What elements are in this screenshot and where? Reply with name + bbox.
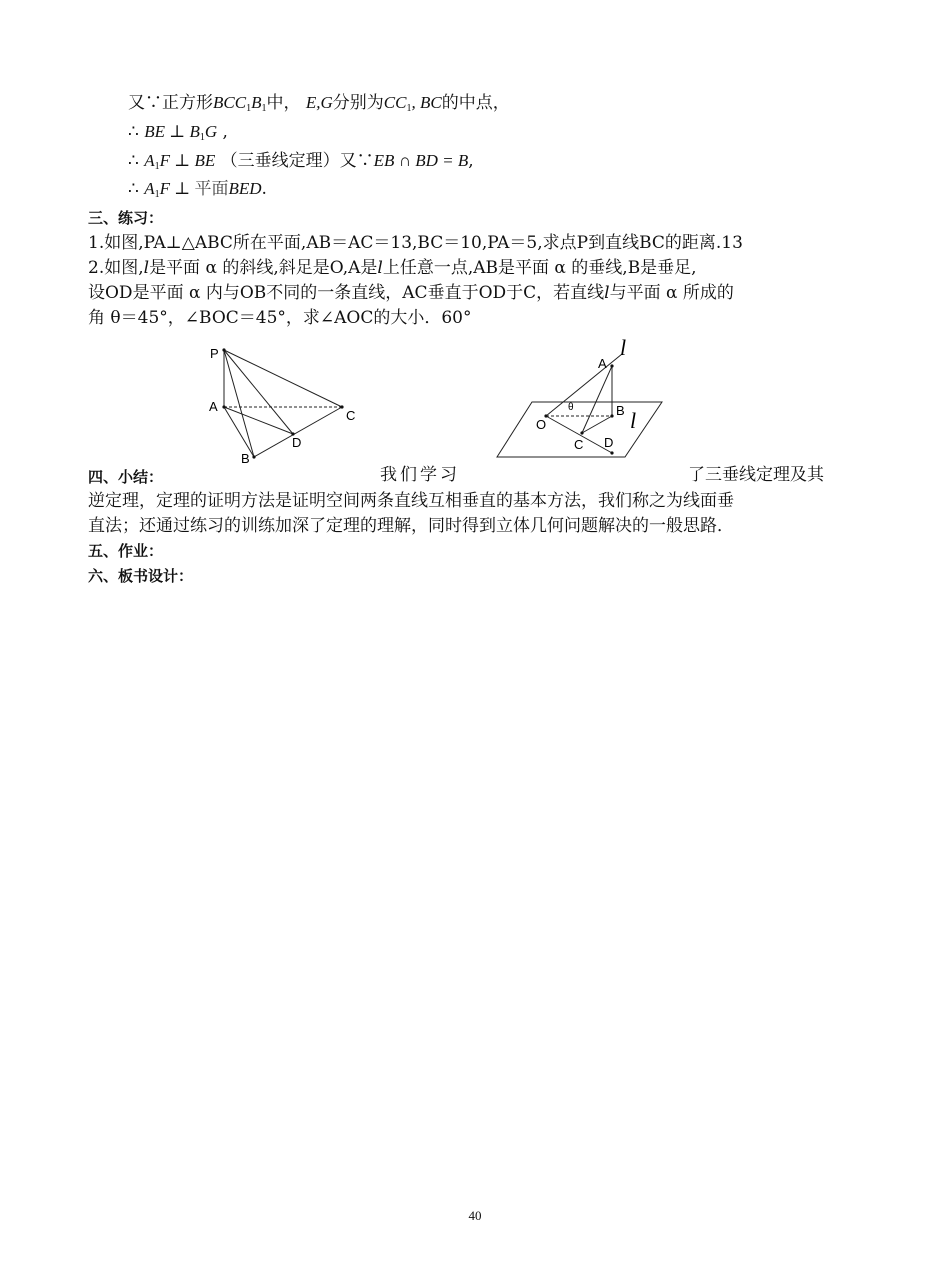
proof-line-1: 又∵正方形$BCC_1B_1$中， E,G分别为$CC_1$, BC的中点， [128,93,510,114]
figure-1-pyramid [200,340,370,465]
edge-ab [224,407,254,457]
label-d: D [292,435,302,450]
page-number: 40 [468,1208,482,1223]
edge-pd [224,350,293,434]
proof-line-4: ∴ $A_1F$ ⊥ 平面BED. [128,179,267,200]
homework-heading: 五、作业： [88,542,164,560]
math-a1f-perp-be: $A_1F$ ⊥ BE [144,151,216,172]
summary-body [88,489,868,539]
label-d: D [604,435,614,450]
math-eb-cap-bd: EB ∩ BD = B [373,151,469,170]
practice-problems [88,231,868,331]
edge-pb [224,350,254,457]
practice-problem-2-line-1: 2.如图,l是平面 α 的斜线,斜足是O,A是l上任意一点,AB是平面 α 的垂线,B是垂足, [88,258,697,278]
summary-heading: 四、小结： [88,468,164,486]
practice-problem-1: 1.如图,PA⊥△ABC所在平面,AB＝AC＝13,BC＝10,PA＝5,求点P到直线BC的距离.13 [88,233,743,253]
label-b: B [616,403,625,418]
math-a1f-perp-plane: $A_1F$ ⊥ [144,179,195,200]
label-a: A [598,356,607,371]
math-cc1-bc: $CC_1$, [383,93,420,114]
edge-pc [224,350,342,407]
label-p: P [210,346,219,361]
summary-line-3: 直法；还通过练习的训练加深了定理的理解，同时得到立体几何问题解决的一般思路． [88,516,734,536]
practice-problem-2-line-3: 角 θ＝45°，∠BOC＝45°，求∠AOC的大小．60° [88,308,472,328]
segment-cb [582,416,612,433]
math-be-perp-b1g: BE ⊥ $B_1G$ [144,122,218,143]
summary-line-1a: 我们学习 [380,465,460,485]
practice-problem-2-line-2: 设OD是平面 α 内与OB不同的一条直线，AC垂直于OD于C，若直线l与平面 α 所成的 [88,283,734,303]
practice-heading: 三、练习： [88,209,164,227]
summary-line-2: 逆定理，定理的证明方法是证明空间两条直线互相垂直的基本方法，我们称之为线面垂 [88,491,734,511]
label-l-right: l [630,408,637,433]
label-c: C [574,437,584,452]
proof-line-2: ∴ BE ⊥ $B_1G$ , [128,122,228,143]
segment-ac [582,366,612,433]
summary-line-1b: 了三垂线定理及其 [688,465,824,485]
label-l-top: l [620,336,627,360]
label-o: O [536,417,547,432]
label-a: A [209,399,218,414]
figure-2-plane [494,336,664,461]
proof-line-3: ∴ $A_1F$ ⊥ BE （三垂线定理）又∵EB ∩ BD = B, [128,151,474,172]
line-l [546,354,622,416]
math-bcc1b1: $BCC_1B_1$ [213,93,267,114]
board-design-heading: 六、板书设计： [88,567,194,585]
label-c: C [346,408,356,423]
edge-ad [224,407,293,434]
label-theta: θ [568,402,574,413]
label-b: B [241,451,250,465]
